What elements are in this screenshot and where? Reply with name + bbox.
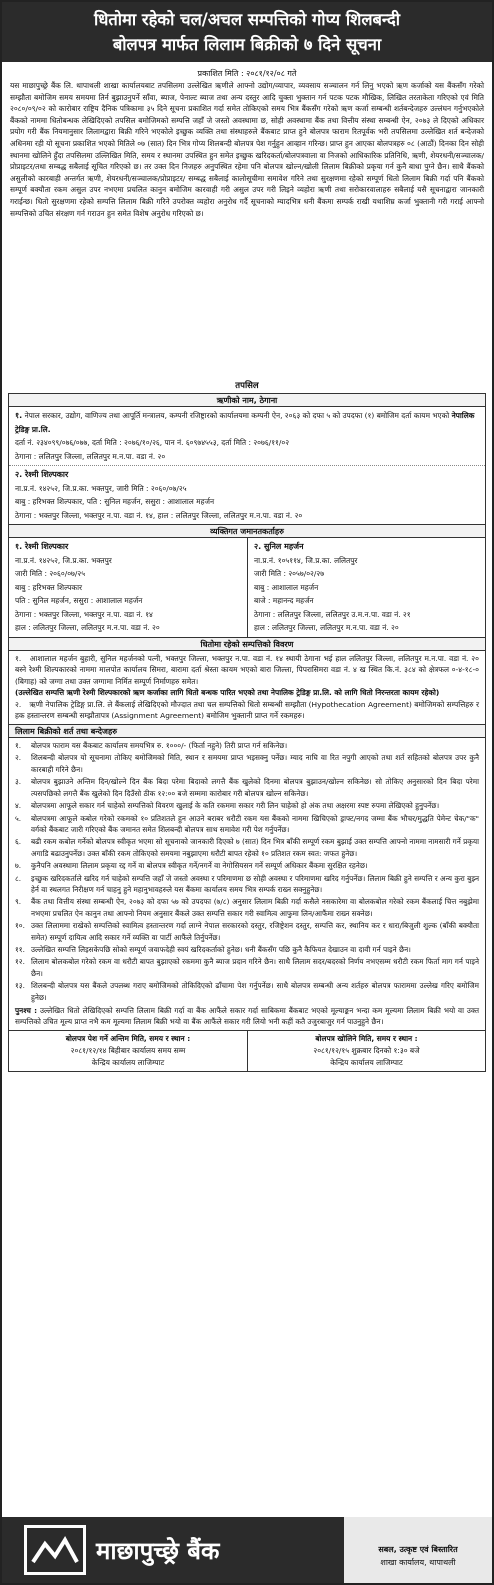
conditions-list (9, 738, 485, 1030)
bid-open-label: बोलपत्र खोलिने मिति, समय र स्थान : (315, 1033, 418, 1043)
property-section-title: धितोमा रहेको सम्पत्तिको विवरण (9, 638, 485, 651)
guarantor-left-line: जारी मिति : २०६०/०७/२५ (15, 569, 86, 578)
guarantor-left (9, 538, 247, 637)
property-item-text: आशालाल महर्जन बुहारी, सुनिल महर्जनको पत्नी, भक्तपुर जिल्ला, भक्तपुर न.पा. वडा नं. १४ स्थायी ठेगाना भई हाल ललितपुर जिल्ला, ललितपुर म.न.पा. वडा नं. २० बस्ने रेश्मी शिल्पकारको नाममा मालपोत कार्यालय सिमरा, बारामा दर्ता श्रेस्ता कायम भएको बारा जिल्ला, पिपरासिमरा वडा नं. ४ ख स्थित कि.नं. ३८४ को क्षेत्रफल ०-४-१८-० (बिगाह) को जग्गा तथा उक्त जग्गामा निर्मित सम्पूर्ण निर्माणहरु समेत। (15, 653, 479, 686)
condition-number: ४. (15, 801, 22, 811)
condition-item (15, 980, 479, 1003)
condition-text: बैंक तथा वित्तीय संस्था सम्बन्धी ऐन, २०७३ को दफा ५७ को उपदफा (७/८) अनुसार लिलाम बिक्री गर्दा कसैले नसकारेमा वा बोलकबोल गरेको रकम बैंकलाई चित्त नबुझेमा नभएमा प्रचलित ऐन कानुन तथा आफ्नो नियम अनुसार बैंकले उक्त सम्पत्ति सकार गरी स्वामित्व आफुमा लिन/आफैंमा राख्न सक्नेछ। (31, 897, 479, 918)
guarantor-right-line: जारी मिति : २०५७/०२/२७ (254, 569, 325, 578)
condition-number: ११. (15, 944, 25, 954)
owner-name: २. रेश्मी शिल्पकार (15, 470, 69, 479)
owner-citizenship: ना.प्र.नं. १४२५२, जि.प्र.का. भक्तपुर, जारी मिति : २०६०/०७/२५ (15, 483, 187, 493)
notice-title-line1: धितोमा रहेको चल/अचल सम्पत्तिको गोप्य शिलबन्दी (93, 10, 401, 29)
borrower-registration-numbers: दर्ता नं. २३४०९९/०७६/०७७, दर्ता मिति : २०७६/१०/२६, पान नं. ६०९७४५५३, दर्ता मिति : २०७६/११/०२ (15, 438, 290, 447)
branch-name: शाखा कार्यालय, थापाथली (380, 1558, 456, 1567)
intro-paragraph: यस माछापुच्छ्रे बैंक लि. थापाथली शाखा कार्यालयबाट तपसिलमा उल्लेखित ऋणीले आफ्नो उद्योग/व्यापार, व्यवसाय सञ्चालन गर्न लिनु भएको ऋण कर्जाको यस बैंकसँग गरेको सम्झौता बमोजिम समय समयमा तिर्न बुझाउनुपर्ने साँवा, ब्याज, पेनाल्ट ब्याज तथा अन्य दस्तुर आदि चुक्ता भुक्तान गर्न पटक पटक मौखिक, लिखित तरताकेता गरिएको एवं मिति २०८०/०९/०२ को कारोबार राष्ट्रिय दैनिक पत्रिकामा ३५ दिने सूचना प्रकाशित गर्दा समेत तोकिएको समय भित्र बैंकसँग गरेको ऋण कर्जा सम्बन्धी शर्तबन्देजहरु उल्लंघन गर्नुभएकोले बैंकको नाममा धितोबन्धक लेखिदिएको तपसिल बमोजिमको सम्पत्ति जहाँ जे जस्तो अवस्थामा छ, सोही अवस्थामा बैंक तथा वित्तीय संस्था सम्बन्धी ऐन, २०७३ ले दिएको अधिकार प्रयोग गरी बैंक नियमानुसार लिलामद्वारा बिक्री गरिने भएकोले इच्छुक व्यक्ति तथा संस्थाहरुले बैंकबाट प्राप्त हुने बोलपत्र फाराम रितपूर्वक भरी तपसिलमा उल्लेखित शर्त बन्देजको अधिनमा रही यो सूचना प्रकाशित भएको मितिले ०७ (सात) दिन भित्र गोप्य शिलबन्दी बोलपत्र पेश गर्नुहुन आव्हान गरिन्छ। प्राप्त हुन आएका बोलपत्रहरु ०८ (आठौं) दिनका दिन सोही स्थानमा खोलिने हुँदा तपसिलमा उल्लिखित मिति, समय र स्थानमा उपस्थित हुन समेत इच्छुक खरिदकर्ता/बोलपत्रवाला वा निजको आधिकारिक प्रतिनिधि, ऋणी, शेयरधनी/सञ्चालक/प्रोप्राइटर/तथा सम्बद्ध सबैलाई सूचित गरिएको छ। तर उक्त दिन निजहरु अनुपस्थित रहेमा पनि बोलपत्र खोल्न/खोली लिलाम बिक्रीको प्रकृया गर्न कुनै बाधा पुग्ने छैन। साथै बैंकको असुलीको कारबाही अन्तर्गत ऋणी, शेयरधनी/सञ्चालक/प्रोप्राइटर/ सम्बद्ध सबैलाई कालोसूचीमा समावेश गरिने तथा सुरक्षणमा रहेको सम्पूर्ण धितो लिलाम बिक्री गर्दा पनि बैंकको सम्पूर्ण बक्यौता रकम असुल उपर नभएमा प्रचलित कानुन बमोजिम कारवाही गरी असुल उपर गरी लिइने व्यहोरा ऋणी तथा सरोकारवालाहरु सबैलाई यसै सूचनाद्वारा जानकारी गराईन्छ। धितो सुरक्षणमा रहेको सम्पत्ति लिलाम बिक्री गरिने उपरोक्त व्यहोरा अनुरोध गर्दै सूचनाको म्यादभित्र धनी बैंकमा सम्पर्क राखी यथाशिघ्र कर्जा भुक्तानी गरी गराई आफ्नो सम्पत्तिको उचित संरक्षण गर्न गराउन हुन समेत विशेष अनुरोध गरिएको छ। (10, 81, 484, 218)
bank-footer (2, 1517, 492, 1583)
guarantor-right-line: हाल : ललितपुर जिल्ला, ललितपुर म.न.पा. वडा नं. २० (254, 623, 399, 632)
condition-item (15, 944, 479, 955)
condition-text: बोलपत्र फाराम यस बैंकबाट कार्यालय समयभित्र रु. १०००/- (फिर्ता नहुने) तिरी प्राप्त गर्न सकिनेछ। (31, 741, 288, 751)
condition-item (15, 740, 479, 751)
details-box (8, 393, 486, 1072)
condition-text: उक्त लिलाममा राखेको सम्पत्तिको स्वामित्व हस्तान्तरण गर्दा लाग्ने नेपाल सरकारको दस्तुर, रजिष्ट्रेशन दस्तुर, सम्पत्ति कर, स्थानिय कर र धारा/बिजुली शुल्क (बाँकी बक्यौता समेत) सम्पूर्ण दायित्व आदि सकार गर्ने व्यक्ति वा पार्टी आफैंले तिर्नुपर्नेछ। (31, 921, 479, 942)
condition-item (15, 896, 479, 919)
conditions-section-title: लिलाम बिक्रीको शर्त तथा बन्देजहरु (9, 725, 485, 738)
guarantor-left-line: ठेगाना : भक्तपुर जिल्ला, भक्तपुर न.पा. वडा नं. १४ (15, 609, 153, 619)
bank-name: माछापुच्छ्रे बैंक (96, 1536, 220, 1565)
condition-item (15, 752, 479, 775)
condition-number: १२. (15, 957, 25, 967)
condition-item (15, 813, 479, 836)
guarantor-right-line: बाजे : महानन्द महर्जन (254, 596, 314, 605)
bank-logo-icon (24, 1525, 86, 1575)
condition-text: शिलबन्दी बोलपत्र यस बैंकले उपलब्ध गराए बमोजिमको तोकिदिएको ढाँचामा पेश गर्नुपर्नेछ। साथै बोलपत्र सम्बन्धी अन्य शर्तहरु बोलपत्र फाराममा उल्लेख गरिए बमोजिम हुनेछ। (31, 981, 479, 1002)
borrower-number: १. (15, 411, 23, 420)
condition-text: बोलपत्र बुझाउने अन्तिम दिन/खोल्ने दिन बैंक बिदा परेमा बिदाको लगत्तै बैंक खुलेको दिनमा बोलपत्र बुझाउन/खोल्न सकिनेछ। सो तोकिए अनुसारको दिन बिदा परेमा त्यसपछिको लगत्तै बैंक खुलेको दिन दिउँसो ठीक १२:०० बजे सम्ममा कारोबार गरी बोलपत्र खोल्न सकिनेछ। (31, 777, 479, 798)
bid-open-place: केन्द्रिय कार्यालय लाजिम्पाट (330, 1057, 403, 1067)
borrower-owner (9, 466, 485, 525)
guarantor-section-title: व्यक्तिगत जमानतकर्ताहरु (9, 525, 485, 538)
condition-item (15, 776, 479, 799)
tapsil-heading: तपसिल (235, 381, 259, 391)
guarantor-right (247, 538, 485, 637)
guarantor-left-line: पति : सुनिल महर्जन, ससुरा : आशालाल महर्जन (15, 596, 143, 605)
guarantor-right-line: ना.प्र.नं. १०५११४, जि.प्र.का. ललितपुर (254, 555, 358, 565)
property-item-note: (उल्लेखित सम्पत्ति ऋणी रेश्मी शिल्पकारको ऋण कर्जाका लागि धितो बन्धक पारित भएको तथा नेपालिक ट्रेडिङ्ग प्रा.लि. को लागि धितो निरन्तरता कायम रहेको) (15, 688, 440, 698)
guarantor-right-line: बाबु : आशालाल महर्जन (254, 582, 319, 592)
bank-slogan-box (344, 1517, 492, 1583)
property-item (15, 699, 479, 722)
owner-family: बाबु : हरिभक्त शिल्पकार, पति : सुनिल महर्जन, ससुरा : आशालाल महर्जन (15, 497, 215, 506)
condition-text: बोलपत्रमा आफूले सकार गर्न चाहेको सम्पत्तिको विवरण खुलाई के कति रकममा सकार गरी लिन चाहेको हो अंक तथा अक्षरमा स्पष्ट रुपमा लेखिएको हुनुपर्नेछ। (31, 801, 440, 811)
condition-number: ५. (15, 813, 22, 823)
condition-text: कुनैपनि अवस्थामा लिलाम प्रकृया रद्द गर्ने वा बोलपत्र स्वीकृत गर्ने/नगर्ने वा नेगोसियसन गर्ने सम्पूर्ण अधिकार बैंकमा सुरक्षित रहनेछ। (31, 861, 368, 871)
notice-header (2, 2, 492, 62)
borrower-registration-text: नेपाल सरकार, उद्योग, वाणिज्य तथा आपूर्ति मन्त्रालय, कम्पनी रजिष्ट्रारको कार्यालयमा कम्पनी ऐन, २०६३ को दफा ५ को उपदफा (१) बमोजिम दर्ता कायम भएको (24, 411, 450, 420)
property-item-number: २. (15, 699, 22, 709)
postscript-label: पुनश्च : (15, 1006, 38, 1015)
bid-open-info (247, 1031, 485, 1071)
condition-item (15, 800, 479, 811)
borrower-company-name: नेपालिक ट्रेडिङ्ग प्रा.लि. (15, 411, 475, 434)
owner-address: ठेगाना : भक्तपुर जिल्ला, भक्तपुर न.पा. वडा नं. १४, हाल : ललितपुर जिल्ला, ललितपुर म.न.पा. वडा नं. २० (15, 510, 303, 520)
condition-item (15, 920, 479, 943)
bid-submit-info (9, 1031, 247, 1071)
property-item (15, 653, 479, 688)
condition-item (15, 873, 479, 896)
guarantor-left-line: हाल : ललितपुर जिल्ला, ललितपुर म.न.पा. वडा नं. २० (15, 623, 160, 632)
condition-item (15, 836, 479, 859)
guarantor-right-line: ठेगाना : ललितपुर जिल्ला, ललितपुर उ.म.न.पा. वडा नं. २१ (254, 609, 411, 619)
publish-date: प्रकाशित मिति : २०८१/१२/०८ गते (197, 69, 297, 78)
bid-submit-label: बोलपत्र पेश गर्ने अन्तिम मिति, समय र स्थान : (65, 1033, 191, 1043)
borrower-company (9, 407, 485, 466)
condition-number: १३. (15, 981, 25, 991)
bid-submit-place: केन्द्रिय कार्यालय लाजिम्पाट (91, 1057, 165, 1067)
condition-text: उल्लेखित सम्पत्ति लिइसकेपछि सोको सम्पूर्ण जवाफदेही स्वयं खरिदकर्ताको हुनेछ। धनी बैंकसँग पछि कुनै कैफियत देखाउन वा दावी गर्न पाइने छैन। (31, 944, 411, 954)
condition-number: १. (15, 741, 22, 751)
condition-number: २. (15, 753, 22, 763)
property-item-number: १. (15, 653, 22, 663)
postscript-note (15, 1005, 479, 1028)
condition-number: ९. (15, 897, 22, 907)
property-item-text: ऋणी नेपालिक ट्रेडिङ्ग प्रा.लि. ले बैंकलाई लेखिदिएको मौज्दात तथा चल सम्पत्तिको धितो सम्बन्धी सम्झौता (Hypothecation Agreement) बमोजिमको सम्पत्तिहरु र हक हस्तान्तरण सम्बन्धी सम्झौतापत्र (Assignment Agreement) बमोजिम भुक्तानी प्राप्त गर्ने रकमहरु। (15, 699, 479, 721)
condition-number: ६. (15, 837, 22, 847)
condition-number: १०. (15, 921, 25, 931)
mountain-logo-icon (27, 1528, 83, 1572)
bid-dates-table (9, 1030, 485, 1071)
guarantor-table (9, 538, 485, 638)
bid-open-date: २०८१/१२/१५ शुक्रबार दिनको १:३० बजे (313, 1045, 420, 1055)
condition-number: ७. (15, 861, 22, 871)
postscript-text: उल्लेखित धितो लेखिदिएको सम्पत्ति लिलाम बिक्री गर्दा वा बैंक आफैंले सकार गर्दा साबिकमा बैंकबाट भएको मूल्याङ्कन भन्दा कम मूल्यमा लिलाम बिक्री भयो वा उक्त सम्पत्तिको उचित मूल्य प्राप्त नभै कम मूल्यमा लिलाम बिक्री भयो वा बैंक आफैंले सकार गरी लियो भनी कहीं कतै उजुरबाजुर गर्न पाउनुहुने छैन। (15, 1006, 480, 1027)
notice-title-line2: बोलपत्र मार्फत लिलाम बिक्रीको ७ दिने सूचना (112, 35, 382, 54)
condition-text: लिलाम बोलकबोल गरेको रकम वा धरौटी बापत बुझाएको रकममा कुनै ब्याज प्रदान गरिने छैन। साथै लिलाम सदर/बदरको निर्णय नभएसम्म धरौटी रकम फिर्ता माग गर्न पाइने छैन। (31, 957, 479, 978)
bid-submit-date: २०८१/१२/१४ बिहीबार कार्यालय समय सम्म (70, 1045, 186, 1055)
guarantor-left-line: ना.प्र.नं. १४२५२, जि.प्र.का. भक्तपुर (15, 555, 112, 565)
guarantor-right-name: २. सुनिल महर्जन (254, 542, 304, 551)
guarantor-left-name: १. रेश्मी शिल्पकार (15, 542, 69, 551)
condition-text: बढी रकम कबोल गर्नेको बोलपत्र स्वीकृत भएमा सो सूचनाको जानकारी दिएको ७ (सात) दिन भित्र बाँकी सम्पूर्ण रकम बुझाई उक्त सम्पत्ति आफ्नो नाममा नामसारी गर्ने प्रकृया अगाडि बढाउनुपर्नेछ। उक्त बाँकी रकम तोकिएको समयमा नबुझाएमा धरौटी बापत रहेको १० प्रतिशत रकम स्वत: जफत हुनेछ। (31, 837, 479, 858)
condition-number: ८. (15, 873, 22, 883)
guarantor-left-line: बाबु : हरिभक्त शिल्पकार (15, 582, 83, 592)
borrower-address: ठेगाना : ललितपुर जिल्ला, ललितपुर म.न.पा. वडा नं. २० (15, 451, 166, 461)
condition-item (15, 956, 479, 979)
borrower-section-title: ऋणीको नाम, ठेगाना (9, 394, 485, 407)
condition-text: इच्छुक खरिदकर्ताले खरिद गर्न चाहेको सम्पत्ति जहाँ जे जस्तो अवस्था र परिमाणमा छ सोही अवस्था र परिमाणमा खरिद गर्नुपर्नेछ। लिलाम बिक्री हुने सम्पत्ति र अन्य कुरा बुझ्न हेर्न वा स्थलगत निरीक्षण गर्न चाहनु हुने महानुभावहरुले यस बैंकमा कार्यालय समय भित्र सम्पर्क राख्न सक्नुहुनेछ। (31, 873, 479, 894)
condition-number: ३. (15, 777, 22, 787)
condition-item (15, 860, 479, 871)
condition-text: बोलपत्रमा आफूले कबोल गरेको रकमको १० प्रतिशतले हुन आउने बराबर धरौटी रकम यस बैंकको नाममा खिचिएको ड्राफ्ट/नगद जम्मा बैंक भौचर/मुद्धति पेमेन्ट चेक/"क" वर्गको बैंकबाट जारी गरिएको बैंक जमानत समेत शिलबन्दी बोलपत्र साथ समावेश गरी पेश गर्नुपर्नेछ। (31, 813, 479, 834)
property-details (9, 651, 485, 726)
condition-text: शिलबन्दी बोलपत्र यो सूचनामा तोकिए बमोजिमको मिति, स्थान र समयमा प्राप्त भइसक्नु पर्नेछ। म्याद नाघि वा रित नपुगी आएको तथा शर्त सहितको बोलपत्र उपर कुनै कारबाही गरिने छैन। (31, 753, 479, 774)
bank-slogan: सबल, उत्कृष्ट एवं बिस्तारित (378, 1545, 458, 1554)
